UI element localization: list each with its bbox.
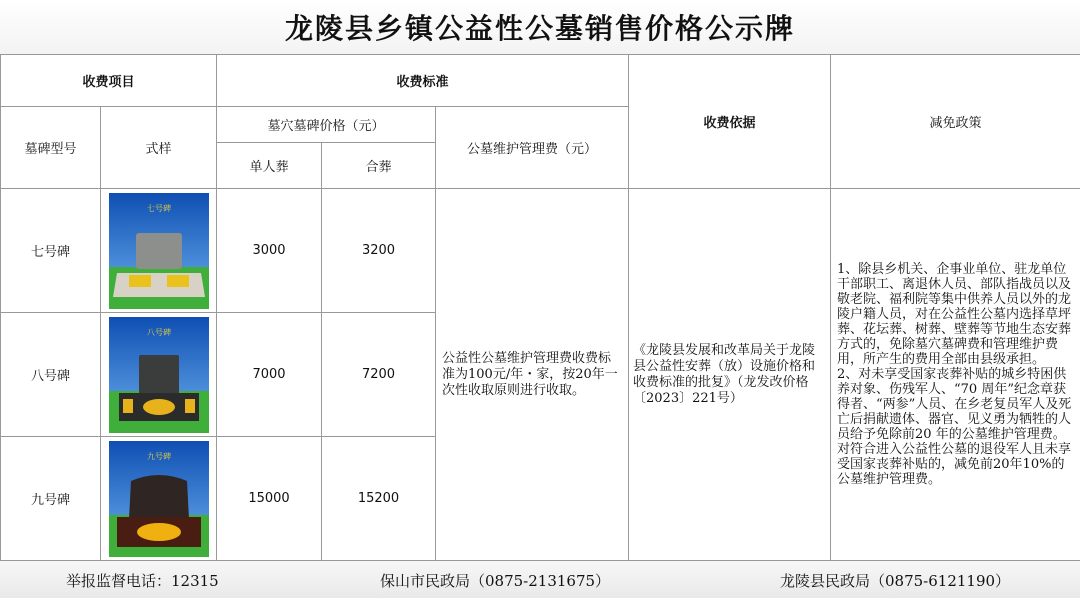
header-maintenance: 公墓维护管理费（元） [436,107,629,189]
header-single: 单人葬 [217,143,322,189]
plaque-label: 九号碑 [147,451,171,461]
model-cell: 九号碑 [1,437,101,561]
base [113,273,205,297]
maintenance-standard: 公益性公墓维护管理费收费标准为100元/年・家，按20年一次性收取原则进行收取。 [436,189,629,561]
emblem [137,523,181,541]
tomb-image-7 [101,189,217,313]
header-style: 式样 [101,107,217,189]
header-joint: 合葬 [322,143,436,189]
header-policy: 减免政策 [831,55,1080,189]
emblem [129,275,151,287]
baoshan-civil-affairs: 保山市民政局（0875-2131675） [380,570,610,591]
fee-basis: 《龙陵县发展和改革局关于龙陵县公益性安葬（放）设施价格和收费标准的批复》（龙发改价格〔2023〕221号） [629,189,831,561]
emblem [123,399,133,413]
price-table [0,54,1080,561]
reduction-policy [831,189,1080,561]
policy-item-1: 1、除县乡机关、企事业单位、驻龙单位干部职工、离退休人员、部队指战员以及敬老院、福利院等集中供养人员以外的龙陵户籍人员，对在公益性公墓内选择草坪葬、花坛葬、树葬、壁葬等节地生态安葬方式的，免除墓穴墓碑费和管理维护费用，所产生的费用全部由县级承担。 [837,262,1074,367]
plaque-label: 七号碑 [147,203,171,213]
header-tomb-price: 墓穴墓碑价格（元） [217,107,436,143]
single-price: 15000 [217,437,322,561]
emblem [185,399,195,413]
longling-civil-affairs: 龙陵县民政局（0875-6121190） [780,570,1010,591]
header-model: 墓碑型号 [1,107,101,189]
single-price: 7000 [217,313,322,437]
page-title: 龙陵县乡镇公益性公墓销售价格公示牌 [0,0,1080,55]
tombstone-7-image [109,193,209,309]
single-price: 3000 [217,189,322,313]
header-item: 收费项目 [1,55,217,107]
plaque-label: 八号碑 [147,327,171,337]
table-row [1,189,1080,313]
stone [129,475,189,519]
hotline: 举报监督电话：12315 [66,570,219,591]
emblem [143,399,175,415]
stone [136,233,182,269]
tombstone-9-image [109,441,209,557]
joint-price: 7200 [322,313,436,437]
stone [139,355,179,395]
tomb-image-8 [101,313,217,437]
emblem [167,275,189,287]
model-cell: 七号碑 [1,189,101,313]
tombstone-8-image [109,317,209,433]
model-cell: 八号碑 [1,313,101,437]
joint-price: 15200 [322,437,436,561]
header-basis: 收费依据 [629,55,831,189]
tomb-image-9 [101,437,217,561]
joint-price: 3200 [322,189,436,313]
policy-item-2: 2、对未享受国家丧葬补贴的城乡特困供养对象、伤残军人、“70 周年”纪念章获得者、“两参”人员、在乡老复员军人及死亡后捐献遗体、器官、见义勇为牺牲的人员给予免除前20 年的公墓维护管理费。对符合进入公益性公墓的退役军人且未享受国家丧葬补贴的，减免前20年10%的公墓维护管理费。 [837,367,1074,487]
header-standard: 收费标准 [217,55,629,107]
footer [0,560,1080,598]
